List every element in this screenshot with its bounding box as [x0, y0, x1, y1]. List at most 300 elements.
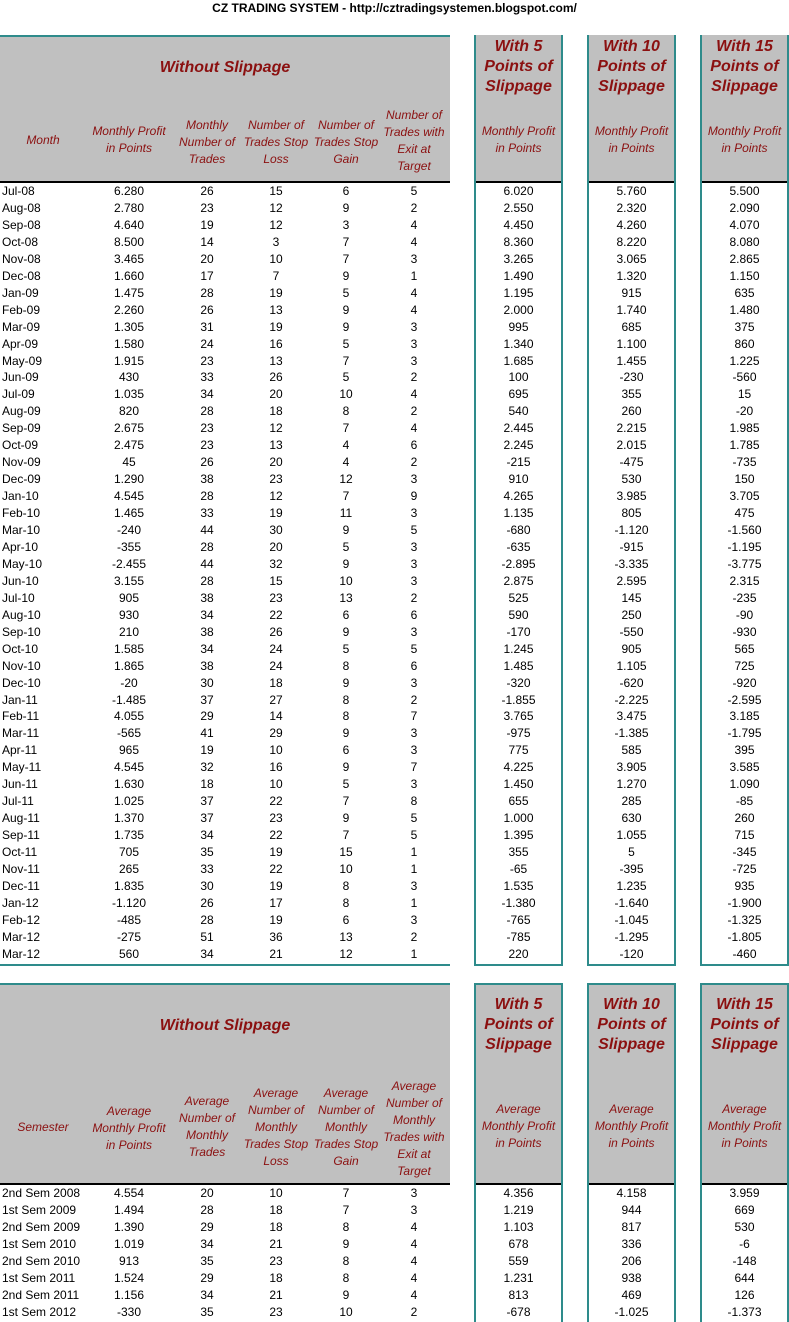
table-row — [476, 946, 561, 963]
table-row — [476, 878, 561, 895]
table-cell: 35 — [200, 845, 214, 860]
table-row — [476, 1270, 561, 1287]
col-header-monthly-trades: Monthly Number of Trades — [178, 117, 236, 166]
table-cell: Dec-08 — [2, 268, 41, 283]
table-cell: Jun-11 — [2, 777, 38, 792]
table-row — [702, 336, 787, 353]
table-cell: 10 — [269, 251, 283, 266]
table-cell: 4 — [410, 387, 418, 402]
table-cell: 34 — [200, 607, 214, 622]
col-header-month: Month — [26, 132, 60, 147]
table-cell: 8 — [410, 794, 418, 809]
table-row — [589, 573, 674, 590]
table-cell: 1.320 — [616, 268, 647, 283]
table-row — [702, 641, 787, 658]
table-cell: 5 — [410, 828, 418, 843]
table-cell: -975 — [506, 726, 531, 741]
table-row — [476, 912, 561, 929]
table-cell: -785 — [506, 929, 531, 944]
table-cell: Mar-12 — [2, 929, 41, 944]
table-cell: 26 — [269, 370, 283, 385]
table-row — [0, 1219, 450, 1236]
table-cell: 3 — [342, 217, 350, 232]
table-row — [476, 217, 561, 234]
table-cell: 1.100 — [616, 336, 647, 351]
table-cell: Mar-10 — [2, 523, 41, 537]
table-cell: 12 — [269, 217, 283, 232]
monthly-table-slip15 — [700, 35, 789, 966]
sem-slip10-header — [589, 983, 674, 1185]
table-cell: 24 — [200, 336, 214, 351]
table-row — [589, 692, 674, 709]
table-row — [589, 742, 674, 759]
table-cell: 28 — [200, 285, 214, 300]
table-row — [589, 708, 674, 725]
table-row — [702, 285, 787, 302]
table-cell: -1.380 — [501, 895, 536, 910]
table-cell: -1.195 — [727, 539, 762, 554]
table-cell: 1.535 — [503, 878, 534, 893]
table-row — [476, 183, 561, 200]
table-cell: 9 — [410, 489, 418, 504]
table-cell: 7 — [410, 709, 418, 724]
table-row — [476, 1219, 561, 1236]
table-row — [0, 386, 450, 403]
table-row — [0, 234, 450, 251]
table-cell: 7 — [342, 353, 350, 368]
table-cell: 5.500 — [729, 184, 760, 198]
table-cell: Jan-11 — [2, 692, 38, 707]
table-cell: 22 — [269, 828, 283, 843]
table-cell: Feb-10 — [2, 506, 41, 521]
table-row — [589, 1202, 674, 1219]
table-cell: 28 — [200, 912, 214, 927]
table-cell: 1.455 — [616, 353, 647, 368]
sem-slip5-body — [476, 1185, 561, 1322]
table-row — [589, 624, 674, 641]
table-row — [589, 539, 674, 556]
table-row — [589, 1253, 674, 1270]
table-cell: 1.305 — [113, 319, 145, 334]
table-row — [0, 505, 450, 522]
table-row — [702, 403, 787, 420]
table-cell: 32 — [269, 556, 283, 571]
table-cell: 3 — [410, 675, 418, 690]
table-cell: -20 — [735, 404, 754, 419]
table-cell: 1.785 — [729, 438, 760, 453]
table-row — [589, 658, 674, 675]
table-row — [476, 810, 561, 827]
table-row — [702, 319, 787, 336]
table-cell: 28 — [200, 404, 214, 419]
table-cell: Jul-11 — [2, 794, 34, 809]
sem-slip15-col-header: Average Monthly Profit in Points — [707, 1101, 782, 1150]
table-cell: 9 — [342, 1288, 350, 1302]
table-row — [589, 607, 674, 624]
table-cell: -635 — [506, 539, 531, 554]
table-cell: 11 — [339, 506, 353, 521]
monthly-table-main — [0, 35, 450, 966]
table-cell: 4 — [410, 285, 418, 300]
table-cell: 2 — [410, 692, 418, 707]
table-cell: 585 — [621, 743, 642, 758]
table-cell: 1.494 — [113, 1203, 145, 1217]
slip10-title: With 10 Points of Slippage — [597, 38, 666, 95]
table-row — [589, 183, 674, 200]
table-cell: 1.055 — [616, 828, 647, 843]
sem-slip5-col-header: Average Monthly Profit in Points — [481, 1101, 556, 1150]
table-cell: 1.630 — [113, 777, 145, 792]
table-cell: 5 — [410, 184, 418, 198]
table-row — [476, 403, 561, 420]
table-cell: 6 — [410, 607, 418, 622]
table-cell: 1.225 — [729, 353, 760, 368]
table-cell: Sep-11 — [2, 828, 40, 843]
table-row — [589, 641, 674, 658]
table-cell: -230 — [619, 370, 644, 385]
table-cell: 4.545 — [113, 760, 145, 775]
table-cell: 3 — [272, 234, 280, 249]
table-cell: 10 — [269, 777, 283, 792]
table-row — [0, 403, 450, 420]
table-cell: 3 — [410, 878, 418, 893]
table-row — [589, 369, 674, 386]
table-cell: 820 — [118, 404, 140, 419]
semester-table-slip5 — [474, 983, 563, 1322]
table-row — [476, 285, 561, 302]
table-cell: 13 — [339, 590, 353, 605]
table-row — [0, 1202, 450, 1219]
table-cell: 13 — [269, 353, 283, 368]
slip15-body — [702, 183, 787, 966]
slip5-col-header: Monthly Profit in Points — [481, 124, 556, 155]
table-row — [476, 1304, 561, 1321]
table-row — [589, 1236, 674, 1253]
table-cell: 12 — [269, 200, 283, 215]
table-row — [476, 641, 561, 658]
table-row — [702, 810, 787, 827]
table-cell: -1.120 — [111, 895, 147, 910]
table-cell: Aug-11 — [2, 811, 40, 826]
table-cell: 2.445 — [503, 421, 534, 436]
table-cell: 560 — [118, 946, 140, 961]
semester-table-main — [0, 983, 450, 1322]
table-cell: Feb-12 — [2, 912, 41, 927]
table-row — [0, 810, 450, 827]
table-row — [476, 369, 561, 386]
table-cell: 23 — [269, 1305, 283, 1319]
table-cell: May-10 — [2, 556, 43, 571]
table-cell: 150 — [734, 472, 755, 487]
table-cell: 355 — [621, 387, 642, 402]
table-cell: Oct-10 — [2, 641, 39, 656]
table-cell: 2 — [410, 455, 418, 470]
table-cell: -120 — [619, 946, 644, 961]
table-row — [702, 708, 787, 725]
table-cell: 4.356 — [503, 1186, 534, 1200]
page-title: CZ TRADING SYSTEM - http://cztradingsystemen.blogspot.com/ — [212, 1, 577, 15]
table-cell: -90 — [735, 607, 754, 622]
table-cell: 2.875 — [503, 573, 534, 588]
table-cell: 1.019 — [113, 1237, 145, 1251]
table-row — [476, 742, 561, 759]
table-cell: 8.220 — [616, 234, 647, 249]
table-cell: 3 — [410, 472, 418, 487]
table-row — [702, 573, 787, 590]
table-row — [589, 1219, 674, 1236]
col-header-avg-stop-gain: Average Number of Monthly Trades Stop Gain — [313, 1085, 379, 1168]
table-cell: 1.580 — [113, 336, 145, 351]
table-row — [476, 1253, 561, 1270]
table-cell: -3.335 — [614, 556, 649, 571]
table-cell: -920 — [732, 675, 757, 690]
table-cell: 45 — [122, 455, 136, 470]
table-cell: 14 — [269, 709, 283, 724]
table-cell: 9 — [342, 760, 350, 775]
table-cell: 725 — [734, 658, 755, 673]
table-cell: 8 — [342, 1271, 350, 1285]
table-cell: 2.675 — [113, 421, 145, 436]
table-row — [0, 1185, 450, 1202]
table-cell: 20 — [200, 251, 214, 266]
table-cell: 7 — [410, 760, 418, 775]
table-row — [476, 590, 561, 607]
table-row — [702, 1287, 787, 1304]
table-cell: -215 — [506, 455, 531, 470]
table-cell: -6 — [739, 1237, 750, 1251]
table-row — [589, 302, 674, 319]
table-cell: 2 — [410, 590, 418, 605]
table-cell: 1.090 — [729, 777, 760, 792]
table-cell: 8 — [342, 692, 350, 707]
table-row — [589, 251, 674, 268]
table-cell: 1.465 — [113, 506, 145, 521]
table-cell: -85 — [735, 794, 754, 809]
table-cell: 530 — [734, 1220, 755, 1234]
table-row — [702, 1304, 787, 1321]
table-row — [702, 946, 787, 963]
table-cell: 7 — [342, 1186, 350, 1200]
table-cell: 8 — [342, 1220, 350, 1234]
table-cell: 8 — [342, 658, 350, 673]
table-cell: 1.585 — [113, 641, 145, 656]
table-row — [0, 319, 450, 336]
table-cell: 2.550 — [503, 200, 534, 215]
table-cell: 29 — [269, 726, 283, 741]
monthly-table-header — [0, 35, 450, 183]
table-cell: 28 — [200, 489, 214, 504]
table-row — [589, 675, 674, 692]
table-cell: 1.150 — [729, 268, 760, 283]
table-cell: 2 — [410, 1305, 418, 1319]
table-cell: 33 — [200, 370, 214, 385]
table-row — [476, 471, 561, 488]
table-row — [0, 641, 450, 658]
table-cell: 17 — [269, 895, 283, 910]
table-cell: 31 — [200, 319, 214, 334]
table-cell: -1.120 — [614, 523, 649, 537]
table-row — [0, 454, 450, 471]
table-cell: 805 — [621, 506, 642, 521]
table-cell: Oct-11 — [2, 845, 38, 860]
table-cell: 2.260 — [113, 302, 145, 317]
table-cell: 2.215 — [616, 421, 647, 436]
table-row — [0, 607, 450, 624]
table-cell: 4 — [410, 217, 418, 232]
table-row — [0, 420, 450, 437]
table-cell: 9 — [342, 319, 350, 334]
sem-slip10-body — [589, 1185, 674, 1322]
table-cell: 1.000 — [503, 811, 534, 826]
semester-table-slip10 — [587, 983, 676, 1322]
table-cell: 559 — [508, 1254, 529, 1268]
table-cell: 19 — [269, 912, 283, 927]
table-cell: 1st Sem 2010 — [2, 1237, 77, 1251]
slip15-title: With 15 Points of Slippage — [710, 38, 779, 95]
table-cell: 1.105 — [616, 658, 647, 673]
table-cell: 15 — [339, 845, 353, 860]
table-cell: 669 — [734, 1203, 755, 1217]
table-row — [702, 183, 787, 200]
table-row — [476, 827, 561, 844]
table-cell: 18 — [269, 675, 283, 690]
table-cell: Nov-11 — [2, 862, 40, 876]
table-row — [0, 1287, 450, 1304]
table-row — [702, 200, 787, 217]
table-cell: 23 — [200, 421, 214, 436]
table-cell: 29 — [200, 1220, 214, 1234]
table-cell: 19 — [269, 506, 283, 521]
table-row — [589, 437, 674, 454]
table-row — [476, 793, 561, 810]
table-cell: 22 — [269, 794, 283, 809]
table-row — [476, 488, 561, 505]
semester-table-header — [0, 983, 450, 1185]
table-cell: 817 — [621, 1220, 642, 1234]
table-cell: 15 — [737, 387, 752, 402]
table-cell: -930 — [732, 624, 757, 639]
table-cell: 395 — [734, 743, 755, 758]
table-cell: 3 — [410, 506, 418, 521]
table-cell: 5 — [342, 777, 350, 792]
table-cell: 9 — [342, 675, 350, 690]
table-cell: 8 — [342, 895, 350, 910]
table-row — [476, 658, 561, 675]
table-cell: 210 — [118, 624, 140, 639]
table-cell: 5 — [628, 845, 635, 860]
table-row — [589, 929, 674, 946]
table-row — [0, 556, 450, 573]
table-cell: 16 — [269, 760, 283, 775]
table-cell: 2.315 — [729, 573, 760, 588]
table-cell: Jun-10 — [2, 573, 39, 588]
table-row — [476, 1287, 561, 1304]
table-cell: 21 — [269, 1237, 283, 1251]
table-cell: 35 — [200, 1305, 214, 1319]
slip15-col-header: Monthly Profit in Points — [707, 124, 782, 155]
table-cell: 9 — [342, 523, 350, 537]
table-cell: -725 — [732, 862, 757, 876]
slip15-header — [702, 35, 787, 183]
table-cell: 29 — [200, 709, 214, 724]
table-row — [589, 234, 674, 251]
table-cell: 33 — [200, 862, 214, 876]
table-cell: 34 — [200, 1288, 214, 1302]
table-cell: 8 — [342, 404, 350, 419]
table-row — [702, 607, 787, 624]
table-row — [0, 895, 450, 912]
table-cell: 905 — [621, 641, 642, 656]
table-cell: 24 — [269, 658, 283, 673]
table-row — [702, 1219, 787, 1236]
table-row — [0, 742, 450, 759]
table-cell: 1.035 — [113, 387, 145, 402]
table-cell: 860 — [734, 336, 755, 351]
table-row — [589, 759, 674, 776]
table-row — [702, 353, 787, 370]
table-cell: 1st Sem 2012 — [2, 1305, 77, 1319]
table-cell: 2.245 — [503, 438, 534, 453]
semester-table-slip15 — [700, 983, 789, 1322]
table-cell: Mar-11 — [2, 726, 40, 741]
table-row — [0, 708, 450, 725]
table-row — [702, 793, 787, 810]
table-cell: 1.450 — [503, 777, 534, 792]
table-cell: 26 — [200, 184, 214, 198]
table-cell: -345 — [732, 845, 757, 860]
table-row — [589, 403, 674, 420]
table-row — [589, 319, 674, 336]
table-cell: 1.490 — [503, 268, 534, 283]
table-row — [702, 505, 787, 522]
table-cell: Dec-10 — [2, 675, 41, 690]
table-cell: 24 — [269, 641, 283, 656]
table-cell: 9 — [342, 726, 350, 741]
table-row — [0, 200, 450, 217]
table-row — [702, 844, 787, 861]
table-cell: 7 — [342, 1203, 350, 1217]
table-cell: Nov-10 — [2, 658, 41, 673]
table-cell: 6 — [342, 912, 350, 927]
slip5-header — [476, 35, 561, 183]
table-cell: 2.865 — [729, 251, 760, 266]
table-cell: 9 — [342, 811, 350, 826]
table-cell: 8 — [342, 878, 350, 893]
table-cell: 4 — [410, 1254, 418, 1268]
table-cell: 7 — [342, 421, 350, 436]
table-cell: -680 — [506, 523, 531, 537]
table-row — [476, 895, 561, 912]
table-cell: 4 — [410, 302, 418, 317]
table-row — [702, 420, 787, 437]
table-row — [589, 285, 674, 302]
table-cell: 3 — [410, 336, 418, 351]
table-cell: 469 — [621, 1288, 642, 1302]
table-row — [589, 827, 674, 844]
table-row — [476, 386, 561, 403]
table-cell: Apr-11 — [2, 743, 38, 758]
table-cell: 20 — [269, 387, 283, 402]
table-cell: 260 — [734, 811, 755, 826]
table-row — [702, 522, 787, 539]
table-cell: 2.000 — [503, 302, 534, 317]
table-cell: Dec-11 — [2, 878, 40, 893]
table-cell: 7 — [342, 828, 350, 843]
table-cell: 15 — [269, 573, 283, 588]
table-row — [702, 742, 787, 759]
table-cell: 18 — [200, 777, 214, 792]
table-cell: 4.640 — [113, 217, 145, 232]
